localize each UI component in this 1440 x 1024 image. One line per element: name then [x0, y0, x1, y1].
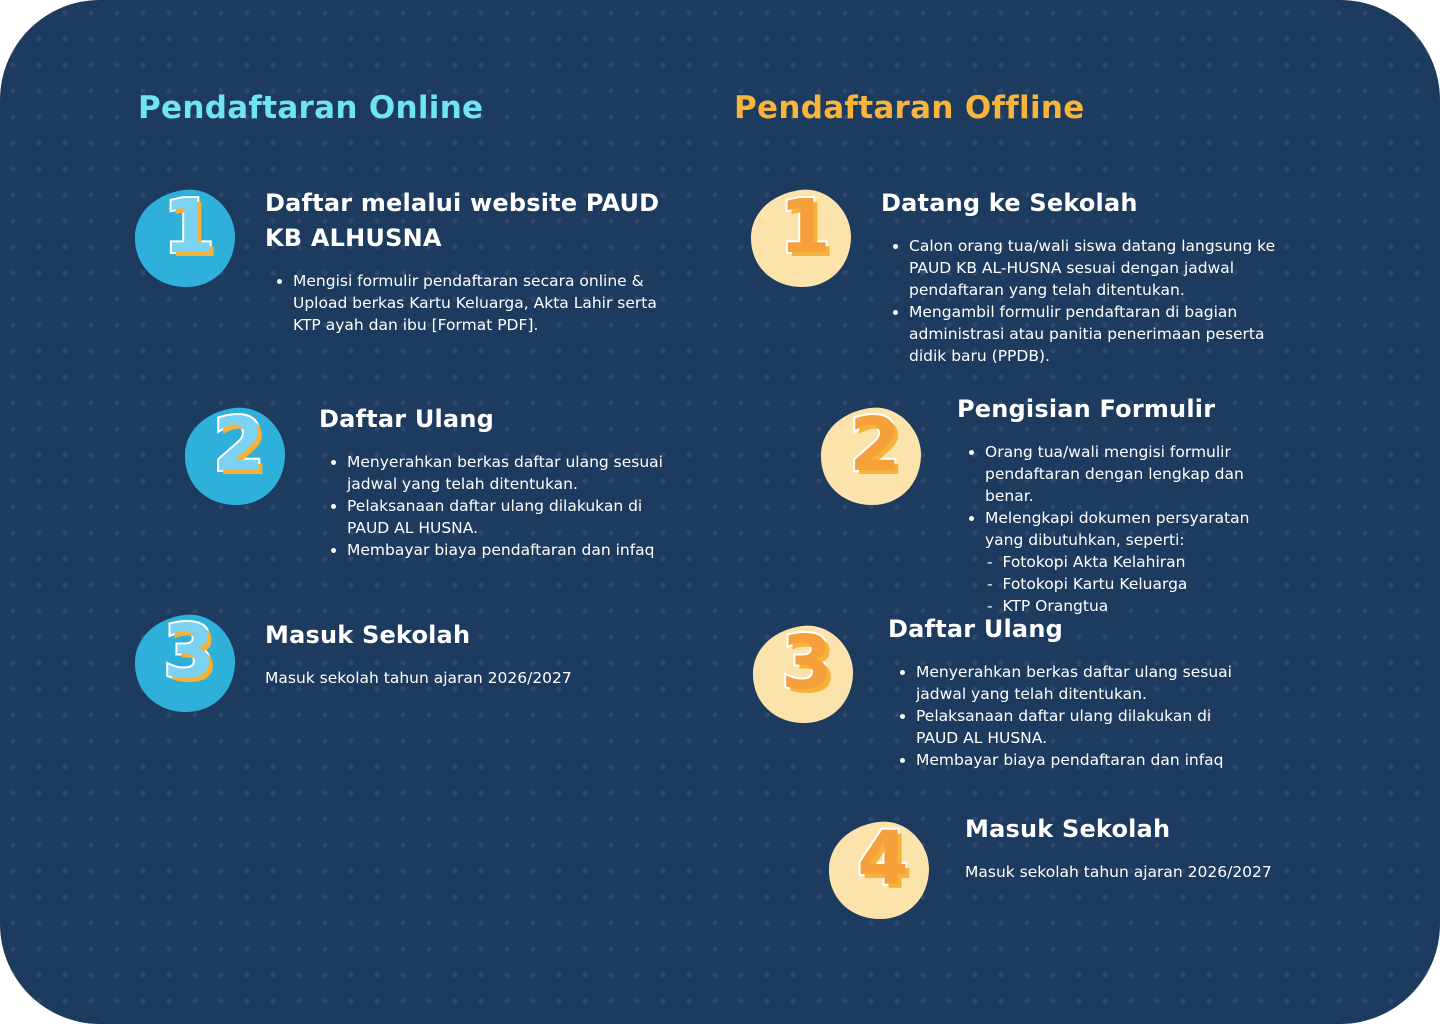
step-number: 1 — [779, 184, 831, 270]
step-number: 1 — [163, 184, 215, 270]
step-bullets — [265, 270, 665, 336]
list-item: • Menyerahkan berkas daftar ulang sesuai jadwal yang telah ditentukan. — [916, 661, 1248, 705]
list-item: - KTP Orangtua — [987, 595, 1287, 617]
step-number: 4 — [857, 816, 909, 902]
step-number-badge — [134, 597, 244, 717]
step-number-badge — [752, 608, 862, 728]
list-item: • Calon orang tua/wali siswa datang langsung ke PAUD KB AL-HUSNA sesuai dengan jadwal pendaftaran yang telah ditentukan. — [909, 235, 1301, 301]
step-title: Masuk Sekolah — [965, 815, 1171, 843]
step-title: Pengisian Formulir — [957, 395, 1216, 423]
step-number: 3 — [781, 620, 833, 706]
step-title: Daftar Ulang — [888, 615, 1063, 643]
step-title: Daftar melalui website PAUD KB ALHUSNA — [265, 189, 660, 252]
list-item: • Membayar biaya pendaftaran dan infaq — [916, 749, 1248, 771]
step-bullets — [957, 441, 1287, 551]
list-item: • Mengisi formulir pendaftaran secara online & Upload berkas Kartu Keluarga, Akta Lahir serta KTP ayah dan ibu [Format PDF]. — [293, 270, 665, 336]
step-number-badge — [828, 804, 938, 924]
list-item: • Mengambil formulir pendaftaran di bagian administrasi atau panitia penerimaan peserta didik baru (PPDB). — [909, 301, 1301, 367]
step-text: Masuk sekolah tahun ajaran 2026/2027 — [265, 669, 572, 687]
online-registration-heading: Pendaftaran Online — [138, 90, 484, 126]
list-item: • Melengkapi dokumen persyaratan yang dibutuhkan, seperti: — [985, 507, 1287, 551]
list-item: • Membayar biaya pendaftaran dan infaq — [347, 539, 679, 561]
step-number-badge — [820, 390, 930, 510]
step-title: Masuk Sekolah — [265, 621, 471, 649]
online-step-1 — [265, 186, 665, 336]
step-title: Datang ke Sekolah — [881, 189, 1138, 217]
offline-step-4 — [965, 812, 1325, 883]
list-item: • Pelaksanaan daftar ulang dilakukan di PAUD AL HUSNA. — [347, 495, 679, 539]
step-title: Daftar Ulang — [319, 405, 494, 433]
step-number: 3 — [163, 609, 215, 695]
list-item: - Fotokopi Kartu Keluarga — [987, 573, 1287, 595]
list-item: - Fotokopi Akta Kelahiran — [987, 551, 1287, 573]
step-bullets — [881, 235, 1301, 367]
list-item: • Menyerahkan berkas daftar ulang sesuai jadwal yang telah ditentukan. — [347, 451, 679, 495]
list-item: • Pelaksanaan daftar ulang dilakukan di PAUD AL HUSNA. — [916, 705, 1248, 749]
offline-step-2 — [957, 392, 1287, 617]
online-step-2 — [319, 402, 679, 561]
step-number: 2 — [849, 402, 901, 488]
step-number-badge — [750, 172, 860, 292]
step-number-badge — [134, 172, 244, 292]
online-step-3 — [265, 618, 645, 689]
offline-step-1 — [881, 186, 1301, 367]
step-bullets — [888, 661, 1248, 771]
step-text: Masuk sekolah tahun ajaran 2026/2027 — [965, 863, 1272, 881]
step-number-badge — [184, 390, 294, 510]
offline-step-3 — [888, 612, 1248, 771]
step-number: 2 — [213, 402, 265, 488]
list-item: • Orang tua/wali mengisi formulir pendaftaran dengan lengkap dan benar. — [985, 441, 1287, 507]
step-bullets — [319, 451, 679, 561]
requirements-sublist — [957, 551, 1287, 617]
offline-registration-heading: Pendaftaran Offline — [734, 90, 1085, 126]
